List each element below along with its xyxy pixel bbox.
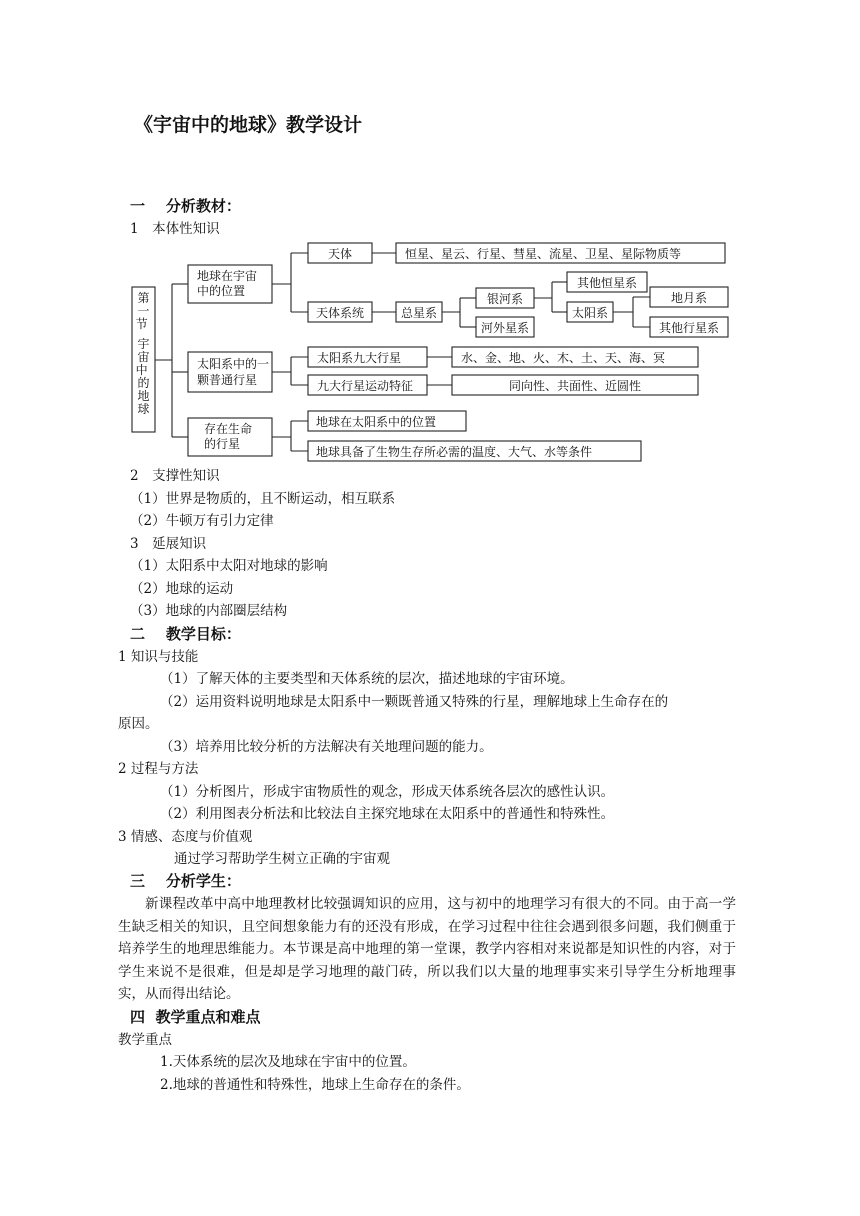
diagram-earth-conditions: 地球具备了生物生存所必需的温度、大气、水等条件 xyxy=(316,445,593,459)
diagram-planets: 太阳系九大行星 xyxy=(317,351,402,365)
section1-heading-text: 分析教材： xyxy=(165,197,241,215)
section4-number: 四 xyxy=(130,1008,146,1026)
section1-sub3-item-2: （2）地球的运动 xyxy=(130,581,234,597)
goal2-heading: 2 过程与方法 xyxy=(118,761,199,777)
section1-sub3: 3 延展知识 xyxy=(130,536,207,552)
diagram-root-text: 第一节 宇宙中 的地球 xyxy=(135,291,150,416)
section3-number: 三 xyxy=(130,872,146,890)
goal3-text: 通过学习帮助学生树立正确的宇宙观 xyxy=(174,851,390,867)
goal2-item-2: （2）利用图表分析法和比较法自主探究地球在太阳系中的普通性和特殊性。 xyxy=(160,806,615,822)
section1-sub3-item-3: （3）地球的内部圈层结构 xyxy=(130,603,288,619)
diagram-extragalactic: 河外星系 xyxy=(480,321,530,335)
section4-sub: 教学重点 xyxy=(118,1032,172,1048)
section3-heading xyxy=(130,872,241,890)
section3-paragraph: 新课程改革中高中地理教材比较强调知识的应用，这与初中的地理学习有很大的不同。由于高一学生缺乏相关的知识，且空间想象能力有的还没有形成，在学习过程中往往会遇到很多问题，我们侧重于培养学生的地理思维能力。本节课是高中地理的第一堂课，教学内容相对来说都是知识性的内容，对于学生来说不是很难，但是却是学习地理的敲门砖，所以我们以大量的地理事实来引导学生分析地理事实，从而得出结论。 xyxy=(118,896,736,1003)
diagram-branch3-text: 存在生命的行星 xyxy=(204,422,253,451)
goal3-heading: 3 情感、态度与价值观 xyxy=(118,829,253,845)
section1-number: 一 xyxy=(130,197,146,215)
diagram-other-planet: 其他行星系 xyxy=(658,321,720,335)
section1-sub2: 2 支撑性知识 xyxy=(130,468,220,484)
diagram-motion-list: 同向性、共面性、近圆性 xyxy=(508,379,642,393)
goal1-item-1: （1）了解天体的主要类型和天体系统的层次，描述地球的宇宙环境。 xyxy=(160,671,574,687)
diagram-earth-position: 地球在太阳系中的位置 xyxy=(316,415,437,429)
goal2-item-1: （1）分析图片，形成宇宙物质性的观念，形成天体系统各层次的感性认识。 xyxy=(160,784,615,800)
diagram-other-star: 其他恒星系 xyxy=(576,276,638,290)
section1-sub2-item-2: （2）牛顿万有引力定律 xyxy=(130,513,274,529)
diagram-system: 天体系统 xyxy=(315,306,365,320)
section4-heading xyxy=(130,1008,260,1026)
diagram-earth-moon: 地月系 xyxy=(670,291,708,305)
diagram-tianti: 天体 xyxy=(327,247,353,261)
goal1-item-3: （3）培养用比较分析的方法解决有关地理问题的能力。 xyxy=(160,739,493,755)
goal1-item-2: （2）运用资料说明地球是太阳系中一颗既普通又特殊的行星，理解地球上生命存在的 xyxy=(160,694,669,710)
page-title: 《宇宙中的地球》教学设计 xyxy=(134,114,363,136)
section2-number: 二 xyxy=(130,625,146,643)
section1-sub2-item-1: （1）世界是物质的，且不断运动，相互联系 xyxy=(130,491,396,507)
diagram-motion: 九大行星运动特征 xyxy=(317,379,414,393)
goal1-item-2-cont: 原因。 xyxy=(118,716,159,732)
goal1-heading: 1 知识与技能 xyxy=(118,649,199,665)
diagram-solar: 太阳系 xyxy=(571,306,609,320)
diagram-branch1-text: 地球在宇宙中的位置 xyxy=(197,269,258,298)
section4-heading-text: 教学重点和难点 xyxy=(155,1008,261,1026)
diagram-branch2-text: 太阳系中的一颗普通行星 xyxy=(197,357,270,387)
diagram-total: 总星系 xyxy=(400,306,438,320)
section1-sub1: 1 本体性知识 xyxy=(130,221,220,237)
diagram-planets-list: 水、金、地、火、木、土、天、海、冥 xyxy=(461,351,666,365)
section1-sub3-item-1: （1）太阳系中太阳对地球的影响 xyxy=(130,558,328,574)
section3-heading-text: 分析学生： xyxy=(165,872,241,890)
diagram-galaxy: 银河系 xyxy=(486,292,524,306)
section4-item-1: 1.天体系统的层次及地球在宇宙中的位置。 xyxy=(160,1054,416,1070)
section2-heading xyxy=(130,625,241,643)
section2-heading-text: 教学目标： xyxy=(165,625,241,643)
section4-item-2: 2.地球的普通性和特殊性，地球上生命存在的条件。 xyxy=(160,1077,470,1093)
diagram-tianti-list: 恒星、星云、行星、彗星、流星、卫星、星际物质等 xyxy=(405,247,682,261)
